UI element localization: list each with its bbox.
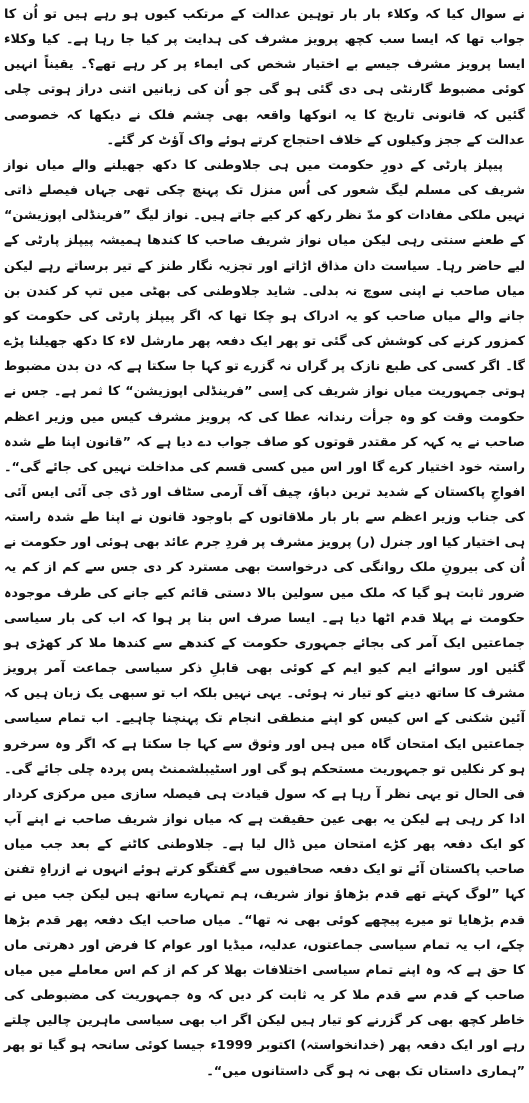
article-paragraph-2: پیپلز پارٹی کے دورِ حکومت میں ہی جلاوطنی کا دکھ جھیلنے والے میاں نواز شریف کی مسلم لیگ شعور کی اُس منزل تک پہنچ چکی تھی جہاں فیصلے ذاتی نہیں ملکی مفادات کو مدّ نظر رکھ کر کیے جاتے ہیں۔ نواز لیگ ”فرینڈلی اپوزیشن“ کے طعنے سنتی رہی لیکن میاں نواز شریف صاحب کا کندھا ہمیشہ پیپلز پارٹی کے لیے حاضر رہا۔ سیاست دان مذاق اڑاتے اور تجزیہ نگار طنز کے تیر برساتے رہے لیکن میاں صاحب نے اپنی سوچ نہ بدلی۔ شاید جلاوطنی کی بھٹی میں تپ کر کندن بن جانے والے میاں صاحب کو یہ ادراک ہو چکا تھا کہ اگر پیپلز پارٹی کی حکومت کو کمزور کرنے کی کوشش کی گئی تو پھر ایک دفعہ پھر مارشل لاء کا دکھ جھیلنا پڑے گا۔ اگر کسی کی طبع نازک پر گراں نہ گزرے تو کہا جا سکتا ہے کہ دن بدن مضبوط ہوتی جمہوریت میاں نواز شریف کی اِسی ”فرینڈلی اپوزیشن“ کا ثمر ہے۔ جس نے حکومت وقت کو وہ جرأت رندانہ عطا کی کہ پرویز مشرف کیس میں وزیر اعظم صاحب نے یہ کہہ کر مقتدر قوتوں کو صاف جواب دے دیا ہے کہ ”قانون اپنا طے شدہ راستہ خود اختیار کرے گا اور اس میں کسی قسم کی مداخلت نہیں کی جائے گی“۔ افواجِ پاکستان کے شدید ترین دباؤ، چیف آف آرمی سٹاف اور ڈی جی آئی ایس آئی کی جناب وزیر اعظم سے بار بار ملاقاتوں کے باوجود قانون نے اپنا طے شدہ راستہ ہی اختیار کیا اور جنرل (ر) پرویز مشرف پر فردِ جرم عائد بھی ہوئی اور حکومت نے اُن کی بیرونِ ملک روانگی کی درخواست بھی مسترد کر دی جس سے کم از کم یہ ضرور ثابت ہو گیا کہ ملک میں سولین بالا دستی قائم کیے جانے کی طرف موجودہ حکومت نے پہلا قدم اٹھا دیا ہے۔ ایسا صرف اس بنا پر ہوا کہ اب کی بار سیاسی جماعتیں ایک آمر کی بجائے جمہوری حکومت کے کندھے سے کندھا ملا کر کھڑی ہو گئیں اور سوائے ایم کیو ایم کے کوئی بھی قابلِ ذکر سیاسی جماعت آمر پرویز مشرف کا ساتھ دینے کو تیار نہ ہوئی۔ یہی نہیں بلکہ اب تو سبھی یک زبان ہیں کہ آئین شکنی کے اس کیس کو اپنے منطقی انجام تک پہنچنا چاہیے۔ اب تمام سیاسی جماعتیں ایک امتحان گاہ میں ہیں اور وثوق سے کہا جا سکتا ہے کہ اگر وہ سرخرو ہو کر نکلیں تو جمہوریت مستحکم ہو گی اور اسٹیبلشمنٹ پس پردہ چلی جائے گی۔ فی الحال تو یہی نظر آ رہا ہے کہ سول قیادت ہی فیصلہ سازی میں مرکزی کردار ادا کر رہی ہے لیکن یہ بھی عین حقیقت ہے کہ میاں نواز شریف صاحب نے اپنے آپ کو ایک دفعہ پھر کڑے امتحان میں ڈال لیا ہے۔ جلاوطنی کاٹنے کے بعد جب میاں صاحب پاکستان آئے تو ایک دفعہ صحافیوں سے گفتگو کرتے ہوئے انہوں نے ازراہِ تفنن کہا ”لوگ کہتے تھے قدم بڑھاؤ نواز شریف، ہم تمہارے ساتھ ہیں لیکن جب میں نے قدم بڑھایا تو میرے پیچھے کوئی بھی نہ تھا“۔ میاں صاحب ایک دفعہ پھر قدم بڑھا چکے، اب یہ تمام سیاسی جماعتوں، عدلیہ، میڈیا اور عوام کا فرض اور دھرتی ماں کا حق ہے کہ وہ اپنے تمام سیاسی اختلافات بھلا کر کم از کم اس معاملے میں میاں صاحب کے قدم سے قدم ملا کر یہ ثابت کر دیں کہ وہ جمہوریت کی مضبوطی کی خاطر کچھ بھی کر گزرنے کو تیار ہیں لیکن اگر اب بھی سیاسی ماہرین چالیں چلتے رہے اور ایک دفعہ پھر (خدانخواستہ) اکتوبر 1999ء جیسا کوئی سانحہ ہو گیا تو پھر ”ہماری داستاں تک بھی نہ ہو گی داستانوں میں“۔ [4, 157, 526, 1079]
article-body [4, 2, 525, 1084]
article-paragraph-1: نے سوال کیا کہ وکلاء بار بار توہین عدالت کے مرتکب کیوں ہو رہے ہیں تو اُن کا جواب تھا کہ ایسا سب کچھ پرویز مشرف کی ہدایت پر کیا جا رہا ہے۔ کیا وکلاء ایسا پرویز مشرف جیسے بے اختیار شخص کی ایماء پر کر رہے تھے؟۔ یقیناً انہیں کوئی مضبوط گارنٹی ہی دی گئی ہو گی جو اُن کی زبانیں اتنی دراز ہوتی چلی گئیں کہ قانونی تاریخ کا یہ انوکھا واقعہ بھی چشم فلک نے دیکھا کہ خصوصی عدالت کے ججز وکیلوں کے خلاف احتجاج کرتے ہوئے واک آؤٹ کر گئے۔ [4, 7, 525, 148]
